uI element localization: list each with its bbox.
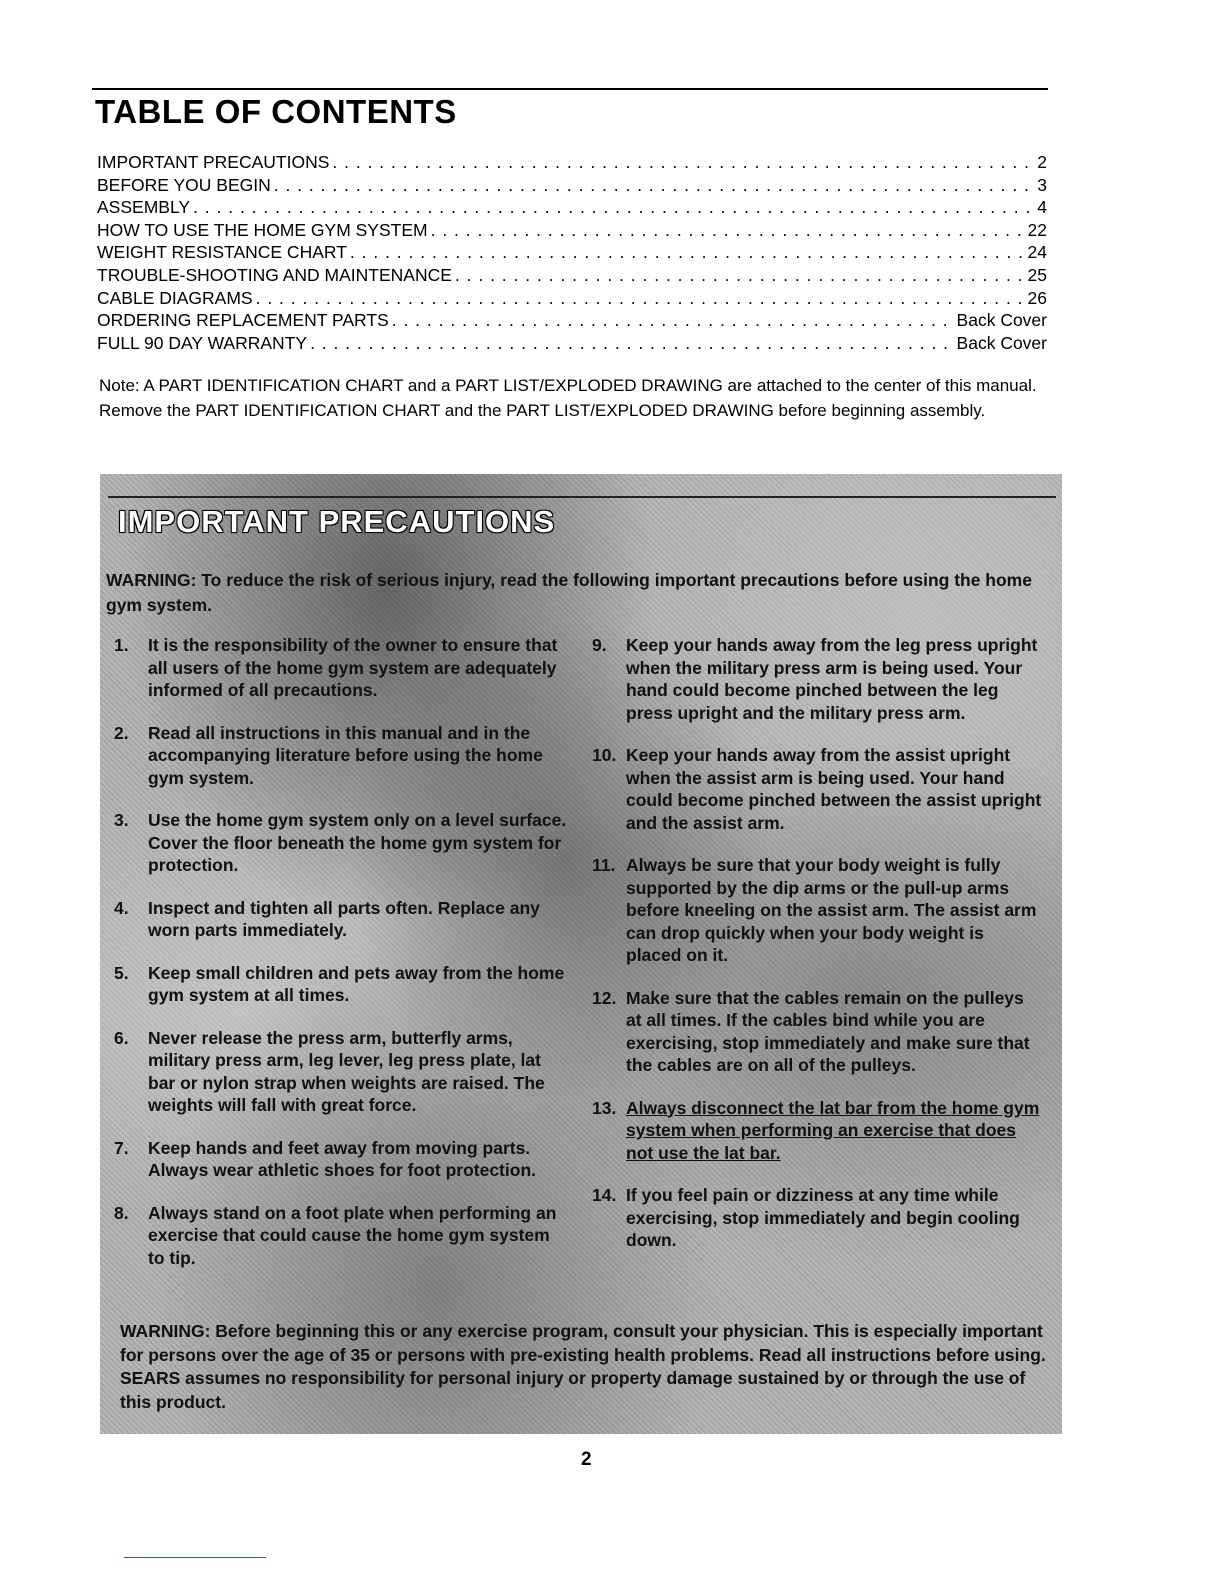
- toc-entry-page: Back Cover: [956, 310, 1047, 331]
- leader-dots: [274, 175, 1030, 196]
- toc-entry-page: 2: [1037, 152, 1047, 172]
- precaution-item: [114, 897, 570, 942]
- precaution-item: [592, 1184, 1044, 1252]
- toc-entry-page: 24: [1027, 242, 1047, 263]
- toc-entry[interactable]: [97, 265, 1047, 288]
- precaution-item: [114, 1027, 570, 1117]
- top-rule: [92, 88, 1048, 90]
- toc-entry[interactable]: [97, 197, 1047, 220]
- toc-entry[interactable]: [97, 242, 1047, 265]
- precaution-item: [592, 634, 1044, 724]
- precaution-text: Always disconnect the lat bar from the home gym system when performing an exercise that does not use the lat bar.: [626, 1097, 1040, 1163]
- toc-entry-page: 3: [1037, 174, 1047, 195]
- precaution-number: 9.: [592, 635, 607, 655]
- precaution-number: 5.: [114, 962, 129, 983]
- precaution-text: Use the home gym system only on a level surface. Cover the floor beneath the home gym system for protection.: [148, 810, 567, 875]
- precaution-item: [114, 962, 570, 1007]
- precaution-number: 2.: [114, 722, 129, 743]
- precaution-item: [114, 722, 570, 790]
- toc-entry-label: FULL 90 DAY WARRANTY: [97, 332, 308, 353]
- toc-entry-page: Back Cover: [956, 332, 1047, 353]
- precaution-text: Always stand on a foot plate when performing an exercise that could cause the home gym system to tip.: [148, 1202, 557, 1268]
- leader-dots: [431, 220, 1025, 241]
- toc-entry[interactable]: [97, 152, 1047, 175]
- toc-entry-label: BEFORE YOU BEGIN: [97, 174, 271, 195]
- precaution-text: Always be sure that your body weight is fully supported by the dip arms or the pull-up arms before kneeling on the assist arm. The assist arm can drop quickly when your body weight is placed on it.: [626, 855, 1037, 965]
- precaution-text: Keep your hands away from the assist upright when the assist arm is being used. Your hand could become pinched between the assist upright and the assist arm.: [626, 745, 1042, 833]
- leader-dots: [310, 333, 953, 354]
- precaution-item: [592, 1097, 1044, 1165]
- precaution-number: 4.: [114, 897, 129, 918]
- precaution-number: 14.: [592, 1185, 617, 1205]
- toc-entry[interactable]: [97, 288, 1047, 311]
- footer-rule: [124, 1557, 266, 1558]
- toc-entry-page: 4: [1037, 197, 1047, 218]
- precaution-item: [114, 809, 570, 877]
- precaution-number: 13.: [592, 1097, 617, 1118]
- leader-dots: [392, 310, 954, 331]
- toc-list: [97, 152, 1047, 355]
- precaution-item: [114, 1137, 570, 1182]
- precaution-item: [114, 634, 570, 702]
- precaution-text: Never release the press arm, butterfly arms, military press arm, leg lever, leg press plate, lat bar or nylon strap when weights are raised. The weights will fall with great force.: [148, 1027, 545, 1115]
- toc-entry-label: HOW TO USE THE HOME GYM SYSTEM: [97, 219, 428, 240]
- toc-entry-page: 22: [1027, 219, 1047, 240]
- precaution-number: 7.: [114, 1137, 129, 1158]
- toc-entry-page: 26: [1027, 287, 1047, 308]
- precaution-text: Keep small children and pets away from the home gym system at all times.: [148, 962, 565, 1005]
- precaution-number: 1.: [114, 635, 129, 655]
- precaution-text: If you feel pain or dizziness at any time while exercising, stop immediately and begin cooling down.: [626, 1185, 1020, 1250]
- precautions-rule: [108, 496, 1056, 498]
- precaution-item: [592, 987, 1044, 1077]
- toc-entry-label: TROUBLE-SHOOTING AND MAINTENANCE: [97, 264, 452, 285]
- precaution-number: 8.: [114, 1202, 129, 1223]
- toc-entry[interactable]: [97, 175, 1047, 198]
- precautions-title: IMPORTANT PRECAUTIONS: [118, 504, 556, 539]
- precaution-item: [592, 744, 1044, 834]
- toc-entry-label: WEIGHT RESISTANCE CHART: [97, 242, 347, 263]
- toc-entry[interactable]: [97, 310, 1047, 333]
- precaution-item: [592, 854, 1044, 967]
- warning-top: WARNING: To reduce the risk of serious injury, read the following important precautions before using the home gym system.: [106, 570, 1032, 615]
- precaution-number: 10.: [592, 745, 617, 765]
- precaution-number: 6.: [114, 1027, 129, 1048]
- toc-entry[interactable]: [97, 220, 1047, 243]
- toc-entry-label: ORDERING REPLACEMENT PARTS: [97, 310, 389, 331]
- precaution-item: [114, 1202, 570, 1270]
- precaution-text: Read all instructions in this manual and in the accompanying literature before using the home gym system.: [148, 722, 543, 788]
- precaution-text: Keep hands and feet away from moving parts. Always wear athletic shoes for foot protection.: [148, 1137, 536, 1180]
- warning-bottom: WARNING: Before beginning this or any exercise program, consult your physician. This is especially important for persons over the age of 35 or persons with pre-existing health problems. Read all instructions before using. SEARS assumes no responsibility for personal injury or property damage sustained by or through the use of this product.: [120, 1321, 1046, 1412]
- leader-dots: [332, 152, 1030, 173]
- leader-dots: [193, 197, 1030, 218]
- toc-title: TABLE OF CONTENTS: [95, 93, 457, 130]
- toc-entry-page: 25: [1027, 264, 1047, 285]
- leader-dots: [256, 288, 1025, 309]
- precautions-panel: [100, 474, 1062, 1434]
- page-number: 2: [581, 1449, 592, 1470]
- toc-note: Note: A PART IDENTIFICATION CHART and a PART LIST/EXPLODED DRAWING are attached to the center of this manual. Remove the PART IDENTIFICATION CHART and the PART LIST/EXPLODED DRAWING before beginning assembly.: [99, 376, 1037, 420]
- precaution-text: Inspect and tighten all parts often. Replace any worn parts immediately.: [148, 897, 540, 940]
- precaution-text: Keep your hands away from the leg press upright when the military press arm is being used. Your hand could become pinched between the leg press upright and the military press arm.: [626, 635, 1038, 723]
- toc-entry-label: IMPORTANT PRECAUTIONS: [97, 152, 330, 172]
- leader-dots: [455, 265, 1025, 286]
- precaution-number: 11.: [592, 855, 616, 875]
- precautions-left-column: [114, 634, 570, 1289]
- leader-dots: [350, 242, 1025, 263]
- precautions-right-column: [592, 634, 1044, 1272]
- precaution-text: It is the responsibility of the owner to ensure that all users of the home gym system are adequately informed of all precautions.: [148, 635, 558, 700]
- precaution-number: 12.: [592, 987, 617, 1008]
- toc-entry-label: ASSEMBLY: [97, 197, 191, 218]
- toc-entry[interactable]: [97, 333, 1047, 356]
- precaution-number: 3.: [114, 810, 129, 830]
- precaution-text: Make sure that the cables remain on the pulleys at all times. If the cables bind while you are exercising, stop immediately and make sure that the cables are on all of the pulleys.: [626, 987, 1030, 1075]
- toc-entry-label: CABLE DIAGRAMS: [97, 287, 253, 308]
